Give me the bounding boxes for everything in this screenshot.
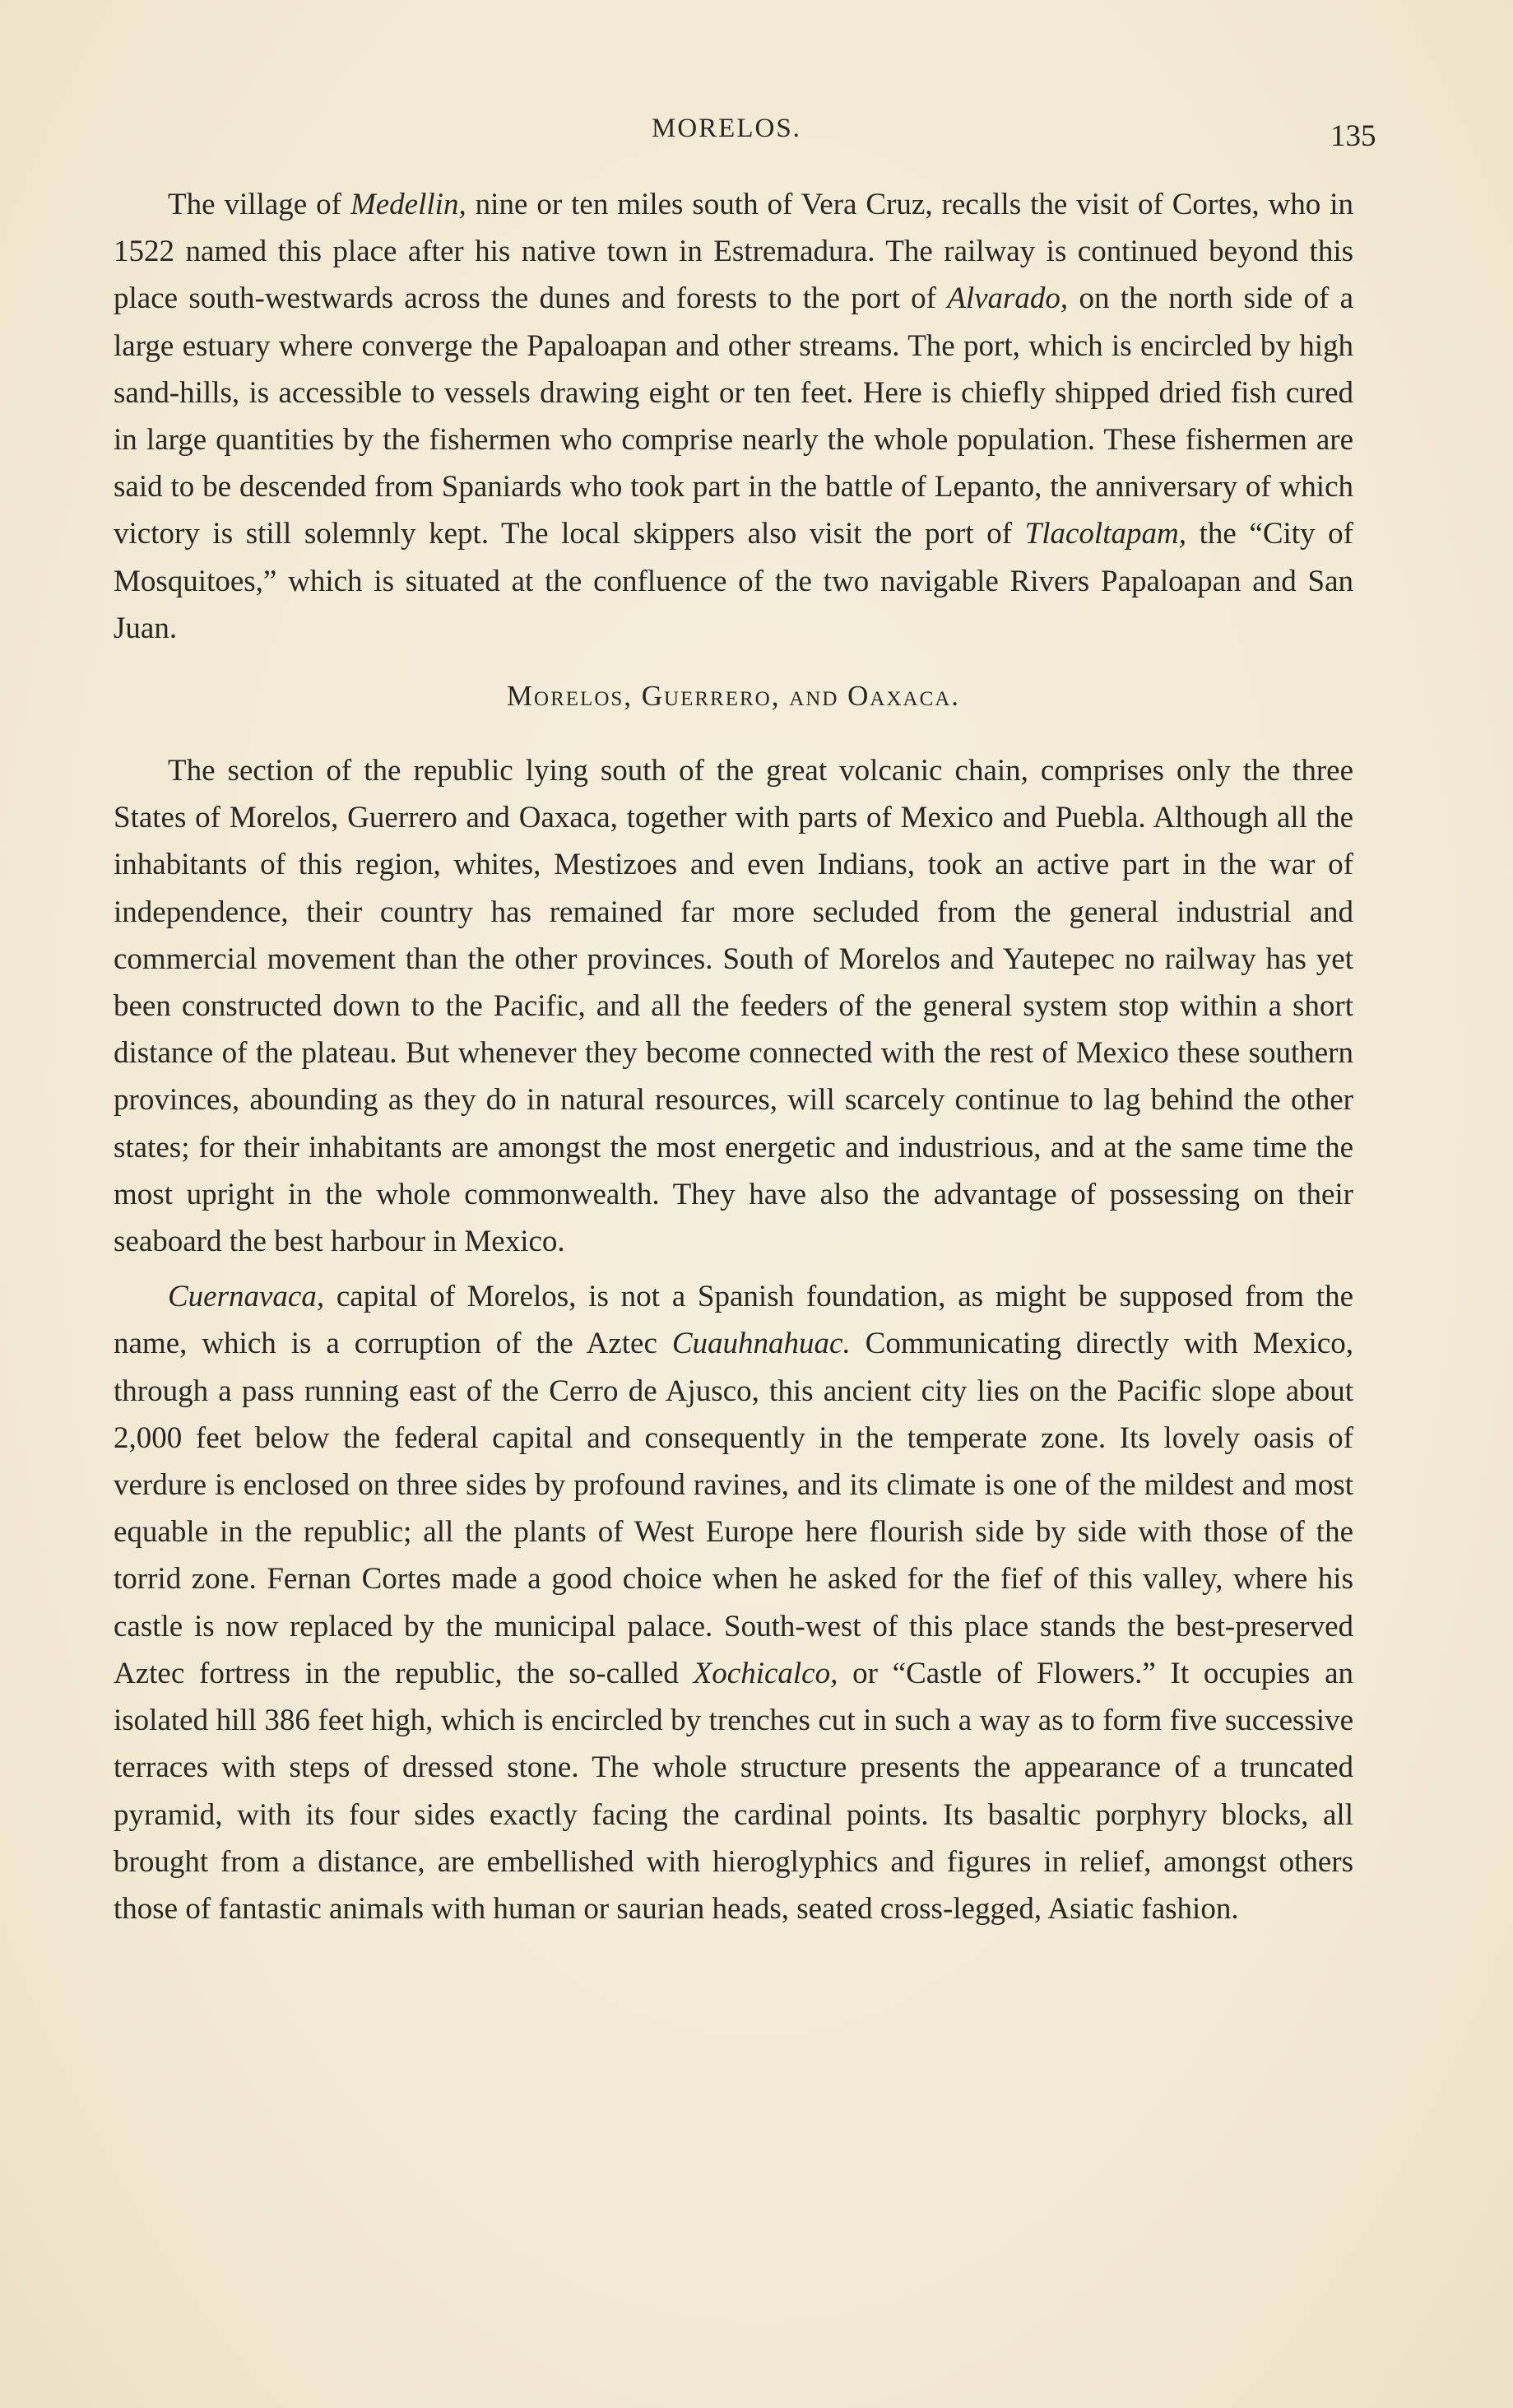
place-name-italic: Cuernavaca,	[168, 1280, 325, 1314]
place-name-italic: Alvarado,	[947, 281, 1069, 316]
running-head	[0, 114, 1513, 155]
section-heading: Morelos, Guerrero, and Oaxaca.	[506, 680, 961, 713]
place-name-italic: Xochicalco,	[693, 1656, 838, 1690]
running-head-title: MORELOS.	[652, 114, 801, 143]
paragraph-medellin	[114, 181, 1353, 652]
paragraph-text: nine or ten miles south of Vera Cruz, recalls the visit of Cortes, who in 1522 named this place after his native town in Estremadura. The railway is continued beyond this place south-westwards across the dunes and forests to the port of	[114, 188, 1354, 316]
paragraph-text: capital of Morelos, is not a Spanish foundation, as might be supposed from the name, which is a corruption of the Aztec	[114, 1280, 1353, 1361]
paragraph-text: on the north side of a large estuary where converge the Papaloapan and other streams. The port, which is encircled by high sand-hills, is accessible to vessels drawing eight or ten feet. Here is chiefly shipped dried fish cured in large quantities by the fishermen who comprise nearly the whole population. These fishermen are said to be descended from Spaniards who took part in the battle of Lepanto, the anniversary of which victory is still solemnly kept. The local skippers also visit the port of	[114, 281, 1353, 551]
paragraph-text: Communicating directly with Mexico, through a pass running east of the Cerro de Ajusco, this ancient city lies on the Pacific slope about 2,000 feet below the federal capital and consequently in the temperate zone. Its lovely oasis of verdure is enclosed on three sides by profound ravines, and its climate is one of the mildest and most equable in the republic; all the plants of West Europe here flourish side by side with those of the torrid zone. Fernan Cortes made a good choice when he asked for the fief of this valley, where his castle is now replaced by the municipal palace. South-west of this place stands the best-preserved Aztec fortress in the republic, the so-called	[114, 1327, 1353, 1690]
place-name-italic: Medellin,	[350, 188, 466, 221]
body-text	[114, 181, 1353, 1932]
paragraph-text: the “City of Mosquitoes,” which is situated at the confluence of the two navigable Rivers Papaloapan and San Juan.	[114, 517, 1353, 645]
place-name-italic: Cuauhnahuac.	[671, 1327, 851, 1361]
paragraph-text: or “Castle of Flowers.” It occupies an isolated hill 386 feet high, which is encircled by trenches cut in such a way as to form five successive terraces with steps of dressed stone. The whole structure presents the appearance of a truncated pyramid, with its four sides exactly facing the cardinal points. Its basaltic porphyry blocks, all brought from a distance, are embellished with hieroglyphics and figures in relief, amongst others those of fantastic animals with human or saurian heads, seated cross-legged, Asiatic fashion.	[114, 1656, 1353, 1926]
page-number: 135	[1330, 119, 1376, 153]
paragraph-text: The village of	[168, 188, 350, 221]
place-name-italic: Tlacoltapam,	[1024, 517, 1186, 551]
paragraph-cuernavaca	[114, 1273, 1353, 1932]
paragraph-section-intro: The section of the republic lying south of the great volcanic chain, comprises only the three States of Morelos, Guerrero and Oaxaca, together with parts of Mexico and Puebla. Although all the inhabitants of this region, whites, Mestizoes and even Indians, took an active part in the war of independence, their country has remained far more secluded from the general industrial and commercial movement than the other provinces. South of Morelos and Yautepec no railway has yet been constructed down to the Pacific, and all the feeders of the general system stop within a short distance of the plateau. But whenever they become connected with the rest of Mexico these southern provinces, abounding as they do in natural resources, will scarcely continue to lag behind the other states; for their inhabitants are amongst the most energetic and industrious, and at the same time the most upright in the whole commonwealth. They have also the advantage of possessing on their seaboard the best harbour in Mexico.	[114, 754, 1353, 1259]
